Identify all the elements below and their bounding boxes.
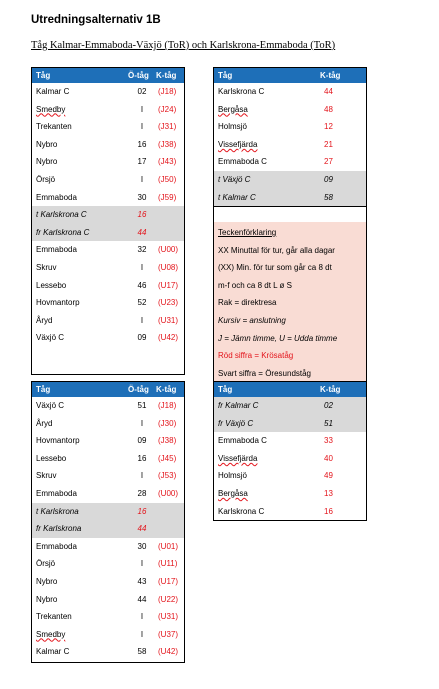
k-tag-minute: (U22)	[158, 594, 179, 604]
station-name: Smedby	[36, 104, 66, 114]
k-tag-minute: (J50)	[158, 174, 177, 184]
station-name: Emmaboda C	[218, 157, 267, 167]
table-row	[32, 136, 184, 154]
k-tag-minute: 48	[324, 104, 333, 114]
legend-line: Svart siffra = Öresundståg	[218, 368, 312, 378]
k-tag-minute: 33	[324, 436, 333, 446]
station-name: Holmsjö	[218, 122, 247, 132]
o-tag-minute: 09	[137, 436, 147, 446]
table-row	[32, 224, 184, 242]
table-row	[214, 153, 366, 171]
station-name: Emmaboda C	[218, 436, 267, 446]
table-row	[214, 503, 366, 521]
table-row	[32, 415, 184, 433]
legend-line: XX Minuttal för tur, går alla dagar	[218, 245, 335, 255]
table-row	[214, 432, 366, 450]
k-tag-minute: 51	[324, 418, 333, 428]
station-name: t Karlskrona C	[36, 210, 87, 220]
o-tag-minute: 44	[137, 524, 147, 534]
table-row	[214, 450, 366, 468]
legend-line: Röd siffra = Krösatåg	[218, 351, 294, 361]
table-row	[32, 643, 184, 661]
table-row	[214, 171, 366, 189]
table-row	[214, 118, 366, 136]
o-tag-minute: I	[140, 418, 144, 428]
o-tag-minute: I	[140, 559, 144, 569]
timetable-karlskrona-emmaboda	[213, 67, 367, 207]
table-row	[32, 608, 184, 626]
timetable-vaxjo-kalmar	[31, 381, 185, 663]
col-header-k-tag: K-tåg	[156, 385, 177, 394]
station-name: Holmsjö	[218, 471, 247, 481]
k-tag-minute: 49	[324, 471, 333, 481]
station-name: Karlskrona C	[218, 506, 265, 516]
table-row	[32, 101, 184, 119]
table-row	[32, 294, 184, 312]
table-row	[214, 83, 366, 101]
table-row	[214, 136, 366, 154]
k-tag-minute: (J30)	[158, 418, 177, 428]
station-name: Hovmantorp	[36, 298, 80, 308]
station-name: Bergåsa	[218, 104, 248, 114]
legend-line: Rak = direktresa	[218, 298, 277, 308]
o-tag-minute: I	[140, 315, 144, 325]
col-header-station: Tåg	[36, 71, 51, 80]
table-row	[32, 206, 184, 224]
k-tag-minute: (U01)	[158, 541, 179, 551]
station-name: Emmaboda	[36, 192, 77, 202]
station-name: Åryd	[36, 418, 53, 428]
o-tag-minute: 30	[137, 192, 147, 202]
o-tag-minute: I	[140, 471, 144, 481]
col-header-o-tag: Ö-tåg	[128, 71, 149, 80]
legend-line: (XX) Min. för tur som går ca 8 dt	[218, 263, 332, 273]
table-row	[32, 397, 184, 415]
station-name: Nybro	[36, 594, 58, 604]
legend-line: m-f och ca 8 dt L ø S	[218, 280, 292, 290]
col-header-k-tag: K-tåg	[320, 71, 341, 80]
table-row	[32, 573, 184, 591]
o-tag-minute: 52	[137, 298, 147, 308]
k-tag-minute: 44	[324, 87, 333, 96]
k-tag-minute: (J53)	[158, 471, 177, 481]
station-name: Vissefjärda	[218, 453, 258, 463]
table-row	[32, 118, 184, 136]
k-tag-minute: (U23)	[158, 298, 179, 308]
station-name: t Kalmar C	[218, 192, 256, 202]
o-tag-minute: 09	[137, 333, 147, 343]
table-row	[32, 171, 184, 189]
station-name: Skruv	[36, 262, 57, 272]
o-tag-minute: 32	[137, 245, 147, 255]
col-header-o-tag: Ö-tåg	[128, 385, 149, 394]
table-header	[214, 68, 366, 83]
o-tag-minute: 16	[137, 210, 147, 220]
o-tag-minute: 43	[137, 576, 147, 586]
station-name: Nybro	[36, 576, 58, 586]
k-tag-minute: 58	[324, 192, 333, 202]
station-name: Hovmantorp	[36, 436, 80, 446]
k-tag-minute: (J31)	[158, 122, 177, 132]
o-tag-minute: 44	[137, 594, 147, 604]
k-tag-minute: (U31)	[158, 612, 179, 622]
document-subtitle: Tåg Kalmar-Emmaboda-Växjö (ToR) och Karlskrona-Emmaboda (ToR)	[31, 40, 336, 51]
k-tag-minute: (J24)	[158, 104, 177, 114]
station-name: t Karlskrona	[36, 506, 79, 516]
table-row	[32, 538, 184, 556]
k-tag-minute: 02	[324, 401, 333, 410]
table-row	[32, 467, 184, 485]
table-row	[32, 312, 184, 330]
legend-lines	[218, 242, 337, 383]
k-tag-minute: (U00)	[158, 488, 179, 498]
legend-line: J = Jämn timme, U = Udda timme	[218, 333, 338, 343]
o-tag-minute: 30	[137, 541, 147, 551]
o-tag-minute: I	[140, 122, 144, 132]
col-header-station: Tåg	[218, 385, 233, 394]
station-name: Vissefjärda	[218, 139, 258, 149]
table-row	[32, 241, 184, 259]
station-name: Bergåsa	[218, 488, 248, 498]
k-tag-minute: (U17)	[158, 280, 179, 290]
station-name: fr Karlskrona C	[36, 227, 90, 237]
col-header-station: Tåg	[36, 385, 51, 394]
station-name: Växjö C	[36, 333, 65, 343]
table-row	[32, 520, 184, 538]
table-row	[32, 83, 184, 101]
col-header-station: Tåg	[218, 71, 233, 80]
k-tag-minute: (U11)	[158, 559, 178, 569]
k-tag-minute: (U31)	[158, 315, 179, 325]
station-name: Kalmar C	[36, 647, 70, 657]
table-row	[32, 259, 184, 277]
station-name: Örsjö	[36, 559, 56, 569]
table-row	[32, 485, 184, 503]
table-row	[214, 415, 366, 433]
timetable-emmaboda-karlskrona	[213, 381, 367, 521]
k-tag-minute: 12	[324, 122, 333, 132]
o-tag-minute: 16	[137, 453, 147, 463]
o-tag-minute: 16	[137, 506, 147, 516]
k-tag-minute: 16	[324, 506, 333, 516]
o-tag-minute: I	[140, 104, 144, 114]
station-name: Åryd	[36, 315, 53, 325]
station-name: Lessebo	[36, 280, 67, 290]
station-name: Emmaboda	[36, 541, 77, 551]
o-tag-minute: 46	[137, 280, 147, 290]
table-header	[32, 68, 184, 83]
o-tag-minute: 28	[137, 488, 147, 498]
table-row	[32, 555, 184, 573]
k-tag-minute: (U08)	[158, 262, 179, 272]
o-tag-minute: 58	[137, 647, 147, 657]
station-name: Karlskrona C	[218, 87, 265, 96]
table-row	[32, 432, 184, 450]
table-row	[214, 467, 366, 485]
station-name: fr Kalmar C	[218, 401, 259, 410]
table-row	[32, 626, 184, 644]
table-row	[32, 277, 184, 295]
station-name: Örsjö	[36, 174, 56, 184]
o-tag-minute: I	[140, 262, 144, 272]
table-row	[32, 591, 184, 609]
k-tag-minute: 27	[324, 157, 333, 167]
table-row	[214, 485, 366, 503]
station-name: fr Växjö C	[218, 418, 254, 428]
table-header	[32, 382, 184, 397]
k-tag-minute: 40	[324, 453, 333, 463]
table-row	[32, 329, 184, 347]
o-tag-minute: 02	[137, 87, 147, 96]
table-row	[214, 189, 366, 207]
k-tag-minute: (J38)	[158, 436, 177, 446]
o-tag-minute: 44	[137, 227, 147, 237]
document-title: Utredningsalternativ 1B	[31, 14, 161, 26]
k-tag-minute: (U00)	[158, 245, 179, 255]
o-tag-minute: I	[140, 174, 144, 184]
o-tag-minute: 51	[137, 401, 147, 410]
table-row	[214, 101, 366, 119]
k-tag-minute: 21	[324, 139, 333, 149]
k-tag-minute: (U17)	[158, 576, 179, 586]
table-row	[32, 189, 184, 207]
table-header	[214, 382, 366, 397]
station-name: Nybro	[36, 157, 58, 167]
legend-box	[213, 207, 367, 383]
o-tag-minute: I	[140, 629, 144, 639]
station-name: Skruv	[36, 471, 57, 481]
station-name: Växjö C	[36, 401, 65, 410]
legend-line: Kursiv = anslutning	[218, 315, 286, 325]
k-tag-minute: (U37)	[158, 629, 179, 639]
station-name: Kalmar C	[36, 87, 70, 96]
table-row	[214, 397, 366, 415]
station-name: Trekanten	[36, 122, 72, 132]
k-tag-minute: (J45)	[158, 453, 177, 463]
table-row	[32, 153, 184, 171]
station-name: fr Karlskrona	[36, 524, 82, 534]
table-row	[32, 450, 184, 468]
legend-title: Teckenförklaring	[218, 228, 277, 237]
k-tag-minute: (J43)	[158, 157, 177, 167]
col-header-k-tag: K-tåg	[320, 385, 341, 394]
station-name: t Växjö C	[218, 174, 251, 184]
o-tag-minute: I	[140, 612, 144, 622]
station-name: Lessebo	[36, 453, 67, 463]
k-tag-minute: (U42)	[158, 333, 179, 343]
k-tag-minute: 09	[324, 174, 333, 184]
o-tag-minute: 16	[137, 139, 147, 149]
k-tag-minute: (J18)	[158, 401, 177, 410]
table-row	[32, 503, 184, 521]
timetable-kalmar-vaxjo	[31, 67, 185, 375]
station-name: Emmaboda	[36, 245, 77, 255]
station-name: Trekanten	[36, 612, 72, 622]
station-name: Emmaboda	[36, 488, 77, 498]
k-tag-minute: (J59)	[158, 192, 177, 202]
k-tag-minute: (J18)	[158, 87, 177, 96]
o-tag-minute: 17	[137, 157, 147, 167]
k-tag-minute: (U42)	[158, 647, 179, 657]
k-tag-minute: (J38)	[158, 139, 177, 149]
station-name: Smedby	[36, 629, 66, 639]
k-tag-minute: 13	[324, 488, 333, 498]
col-header-k-tag: K-tåg	[156, 71, 177, 80]
station-name: Nybro	[36, 139, 58, 149]
